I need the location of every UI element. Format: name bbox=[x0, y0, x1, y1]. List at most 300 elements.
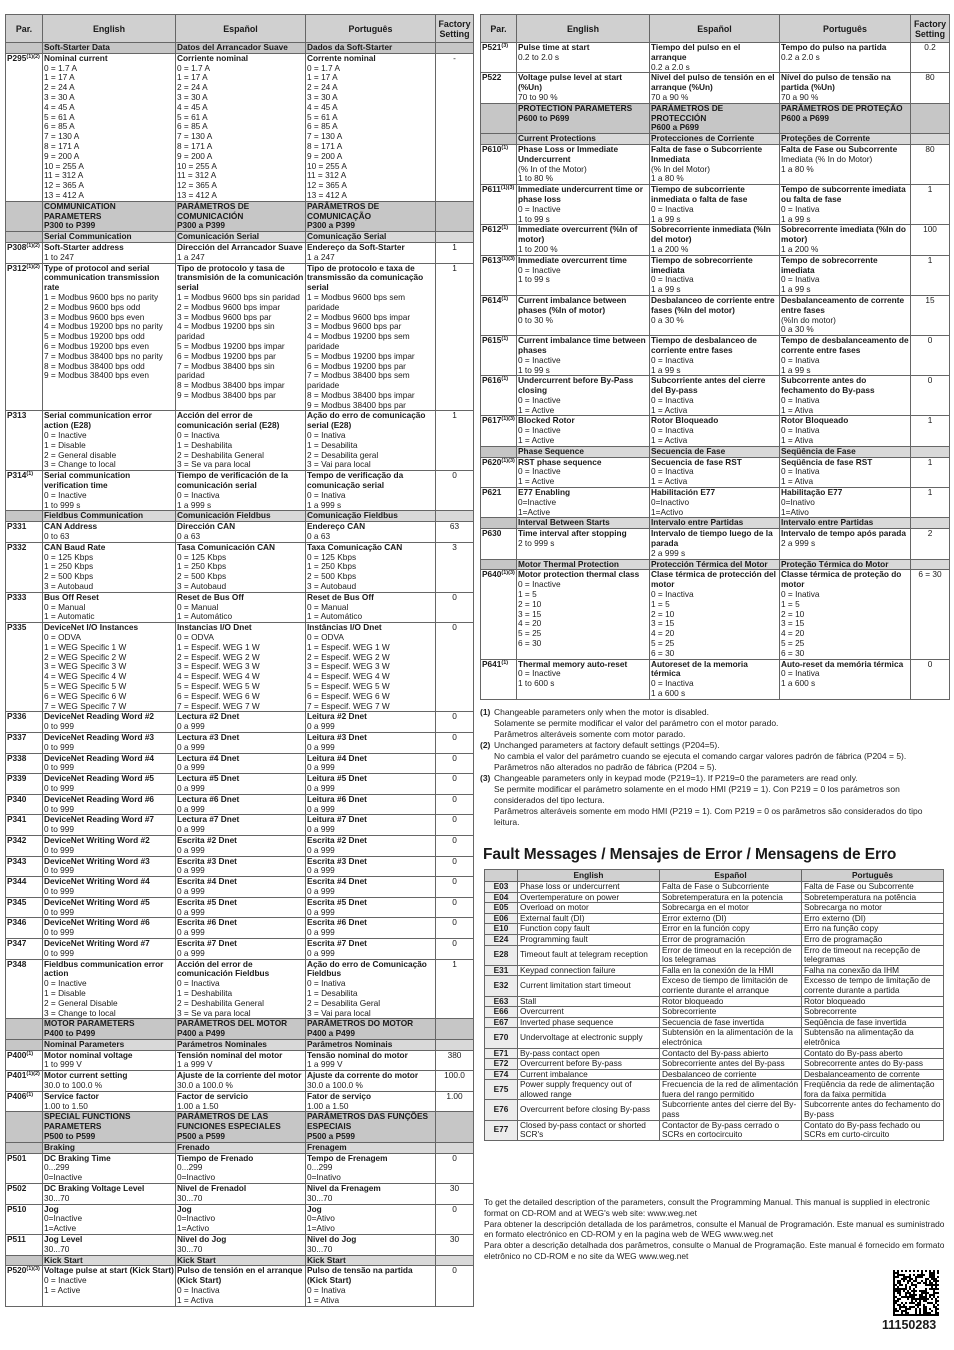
param-option: 1 a 999 V bbox=[307, 1059, 343, 1070]
param-option: 1 = Ativa bbox=[781, 404, 814, 415]
param-name: DeviceNet Writing Word #2 bbox=[44, 834, 150, 845]
param-row-p338 bbox=[6, 753, 474, 774]
fault-code: E31 bbox=[485, 965, 518, 976]
factory-setting: 0 bbox=[436, 774, 474, 795]
param-code-text: P312 bbox=[7, 262, 27, 273]
param-desc-en bbox=[43, 918, 176, 939]
section-label-es: Frenado bbox=[176, 1142, 306, 1153]
param-row-p502 bbox=[6, 1184, 474, 1205]
fault-desc-en: Timeout fault at telegram reception bbox=[518, 945, 660, 965]
param-option: 0 = Inativa bbox=[307, 1285, 346, 1296]
param-option: 3 = 30 A bbox=[177, 91, 208, 102]
param-code bbox=[481, 73, 517, 103]
fault-desc-pt: Excesso de tempo de limitação de corrente durante a partida bbox=[802, 976, 944, 996]
param-option: 8 = Modbus 38400 bps impar bbox=[177, 380, 285, 391]
param-option: 13 = 412 A bbox=[44, 189, 84, 200]
param-option: 7 = Modbus 38400 bps no parity bbox=[44, 350, 163, 361]
param-name: Jog bbox=[44, 1203, 59, 1214]
param-option: 0=Inativo bbox=[307, 1172, 341, 1183]
param-desc-pt bbox=[780, 488, 911, 518]
param-option: 0 to 63 bbox=[44, 531, 70, 542]
param-desc-es bbox=[176, 471, 306, 511]
param-name: DC Braking Voltage Level bbox=[44, 1183, 145, 1194]
param-desc-en bbox=[517, 73, 650, 103]
subsection-row bbox=[481, 134, 950, 145]
param-option: 0 to 999 bbox=[44, 762, 74, 773]
param-option: 0 = Inactiva bbox=[177, 1285, 220, 1296]
param-option: 3 = Modbus 9600 bps par bbox=[177, 311, 272, 322]
fault-desc-en: Overtemperature on power bbox=[518, 892, 660, 903]
param-desc-es bbox=[650, 488, 780, 518]
param-name: Acción del error de comunicación serial (E28) bbox=[177, 410, 280, 431]
param-option: 7 = WEG Specific 7 W bbox=[44, 700, 127, 711]
fault-header-pt: Português bbox=[802, 870, 944, 882]
param-code bbox=[481, 225, 517, 255]
param-desc-pt bbox=[306, 753, 436, 774]
fault-code: E63 bbox=[485, 996, 518, 1007]
param-desc-en bbox=[43, 623, 176, 712]
param-code-text: P617 bbox=[482, 415, 502, 426]
param-option: 2 = Modbus 9600 bps odd bbox=[44, 301, 141, 312]
param-desc-pt bbox=[780, 570, 911, 659]
header-espanol: Español bbox=[650, 15, 780, 43]
param-option: 1 a 600 s bbox=[651, 688, 686, 698]
param-option: 4 = WEG Specific 4 W bbox=[44, 671, 127, 682]
param-option: 0 = Inactive bbox=[44, 430, 87, 441]
param-option: 3 = Se va para local bbox=[177, 459, 251, 470]
fault-desc-pt: Subcorrente antes do fechamento do By-pass bbox=[802, 1100, 944, 1120]
parameter-table-right bbox=[480, 14, 950, 700]
param-name: Habilitação E77 bbox=[781, 487, 843, 498]
param-desc-en bbox=[43, 1204, 176, 1234]
param-option: 0 = ODVA bbox=[307, 632, 344, 643]
param-desc-pt bbox=[306, 411, 436, 471]
param-name: Desbalanceo de corriente entre fases (%In del motor) bbox=[651, 294, 775, 315]
fault-desc-en: Power supply frequency out of allowed range bbox=[518, 1080, 660, 1100]
param-code bbox=[6, 242, 43, 263]
param-desc-en bbox=[517, 295, 650, 335]
fault-desc-en: Closed by-pass contact or shorted SCR's bbox=[518, 1120, 660, 1140]
param-desc-pt bbox=[306, 471, 436, 511]
param-name: Rotor Bloqueado bbox=[781, 415, 849, 426]
param-option: 0 a 999 bbox=[307, 741, 335, 752]
header-par: Par. bbox=[6, 15, 43, 43]
fault-desc-pt: Sobrecorrente antes do By-pass bbox=[802, 1059, 944, 1070]
param-code bbox=[6, 263, 43, 411]
fault-desc-es: Error en la función copy bbox=[660, 924, 802, 935]
fault-table bbox=[484, 869, 944, 1141]
param-name: Secuencia de fase RST bbox=[651, 456, 742, 467]
param-option: 5 = 61 A bbox=[44, 111, 75, 122]
param-name: Immediate overcurrent (%In of motor) bbox=[518, 224, 638, 245]
param-code-text: P348 bbox=[7, 958, 27, 969]
param-code-text: P313 bbox=[7, 410, 27, 421]
param-option: 0 = 125 Kbps bbox=[44, 551, 94, 562]
param-option: 6 = WEG Specific 6 W bbox=[44, 690, 127, 701]
param-option: 0 a 999 bbox=[307, 906, 335, 917]
fault-desc-en: Overcurrent bbox=[518, 1007, 660, 1018]
fault-desc-pt: Subtensão na alimentação da eletrônica bbox=[802, 1028, 944, 1048]
param-desc-es bbox=[176, 592, 306, 622]
param-code bbox=[6, 918, 43, 939]
fault-row-e32 bbox=[485, 976, 944, 996]
param-footnote-ref: (1)(3) bbox=[501, 570, 515, 577]
param-option: 0 to 999 bbox=[44, 721, 74, 732]
param-option: 1 = 250 Kbps bbox=[44, 561, 94, 572]
param-row-p348 bbox=[6, 959, 474, 1019]
param-option: 1 = Active bbox=[44, 1285, 81, 1296]
param-name: Tiempo de Frenado bbox=[177, 1152, 254, 1163]
fault-desc-es: Frecuencia de la red de alimentación fuera del rango permitido bbox=[660, 1080, 802, 1100]
param-option: 1 = Especif. WEG 1 W bbox=[177, 641, 260, 652]
param-option: 7 = 130 A bbox=[44, 131, 80, 142]
param-option: 0=Inactive bbox=[518, 496, 557, 507]
param-desc-es bbox=[176, 815, 306, 836]
param-code bbox=[481, 255, 517, 295]
param-desc-es bbox=[176, 794, 306, 815]
param-option: 12 = 365 A bbox=[307, 180, 347, 191]
param-option: 3 = Vai para local bbox=[307, 1007, 371, 1018]
param-desc-en bbox=[517, 43, 650, 73]
param-option: 3 = Vai para local bbox=[307, 459, 371, 470]
param-option: 30...70 bbox=[44, 1192, 70, 1203]
section-blank bbox=[436, 1112, 474, 1142]
param-row-p621 bbox=[481, 488, 950, 518]
param-option: 0 = Inactive bbox=[44, 489, 87, 500]
factory-setting: 0 bbox=[436, 1266, 474, 1306]
param-desc-en bbox=[43, 411, 176, 471]
param-option: 2 = 24 A bbox=[177, 82, 208, 93]
param-option: 0 = Inactive bbox=[518, 264, 561, 275]
param-name: Lectura #3 Dnet bbox=[177, 731, 240, 742]
param-name: Escrita #2 Dnet bbox=[307, 834, 367, 845]
param-option: 7 = 130 A bbox=[307, 131, 343, 142]
param-option: 2 = Deshabilita General bbox=[177, 997, 264, 1008]
param-option: 1 = Automatic bbox=[44, 611, 95, 622]
param-name: Escrita #6 Dnet bbox=[177, 917, 237, 928]
param-option: 2 a 999 s bbox=[651, 547, 686, 558]
param-code bbox=[6, 938, 43, 959]
param-code-text: P337 bbox=[7, 731, 27, 742]
param-desc-pt bbox=[306, 815, 436, 836]
param-desc-en bbox=[43, 1071, 176, 1092]
param-option: 0 to 999 bbox=[44, 947, 74, 958]
param-name: Type of protocol and serial communication transmission rate bbox=[44, 262, 160, 293]
param-option: 7 = Especif. WEG 7 W bbox=[177, 700, 260, 711]
param-option: 9 = Modbus 38400 bps par bbox=[177, 389, 276, 400]
param-option: 0 = Inactiva bbox=[651, 678, 694, 689]
param-option: 4 = Modbus 19200 bps sin paridad bbox=[177, 321, 275, 342]
param-option: 6 = Especif. WEG 6 W bbox=[307, 690, 390, 701]
param-row-p342 bbox=[6, 835, 474, 856]
param-desc-es bbox=[650, 225, 780, 255]
fault-desc-pt: Erro na função copy bbox=[802, 924, 944, 935]
param-footnote-ref: (1)(3) bbox=[26, 1266, 40, 1273]
param-option: 4 = 45 A bbox=[44, 101, 75, 112]
param-option: 3 = Autobaud bbox=[307, 581, 357, 592]
param-desc-en bbox=[43, 732, 176, 753]
param-desc-es bbox=[176, 753, 306, 774]
fault-desc-pt: Contato do By-pass fechado ou SCRs em curto-circuito bbox=[802, 1120, 944, 1140]
param-option: 2 = Modbus 9600 bps impar bbox=[307, 311, 411, 322]
param-option: 10 = 255 A bbox=[44, 160, 84, 171]
fault-desc-en: Current imbalance bbox=[518, 1069, 660, 1080]
param-option: 0 = Inactiva bbox=[651, 589, 694, 600]
fault-row-e75 bbox=[485, 1080, 944, 1100]
fault-code: E03 bbox=[485, 882, 518, 893]
param-desc-es bbox=[176, 1235, 306, 1256]
param-option: (% In of the Motor) bbox=[518, 163, 587, 174]
param-desc-pt bbox=[306, 835, 436, 856]
footnote-number: (2) bbox=[480, 740, 491, 750]
param-option: 0 a 999 bbox=[307, 844, 335, 855]
param-option: 0 = Inactive bbox=[518, 354, 561, 365]
param-option: 0 a 30 % bbox=[781, 324, 814, 335]
param-row-p630 bbox=[481, 529, 950, 559]
param-desc-es bbox=[650, 376, 780, 416]
param-footnote-ref: (1) bbox=[26, 471, 34, 478]
factory-setting: 0 bbox=[436, 938, 474, 959]
param-code bbox=[6, 753, 43, 774]
param-name: Immediate overcurrent time bbox=[518, 254, 627, 265]
param-desc-en bbox=[43, 542, 176, 592]
section-label-pt: PARÂMETROS DO MOTOR P400 a P499 bbox=[306, 1019, 436, 1040]
param-option: 1 a 600 s bbox=[781, 678, 816, 689]
param-desc-es bbox=[176, 1071, 306, 1092]
param-name: Tipo de protocolo y tasa de transmisión de la comunicación serial bbox=[177, 262, 304, 293]
param-desc-es bbox=[176, 1091, 306, 1112]
param-code-text: P501 bbox=[7, 1152, 27, 1163]
param-desc-es bbox=[176, 774, 306, 795]
param-name: Lectura #5 Dnet bbox=[177, 773, 240, 784]
fault-row-e28 bbox=[485, 945, 944, 965]
param-name: Tempo de subcorrente imediata ou falta de fase bbox=[781, 184, 906, 204]
param-option: 9 = 200 A bbox=[177, 150, 213, 161]
factory-setting: 6 = 30 bbox=[911, 570, 950, 659]
param-option: 0 to 30 % bbox=[518, 314, 554, 325]
param-option: 0 = Manual bbox=[44, 601, 86, 612]
section-label-en: Interval Between Starts bbox=[517, 518, 650, 529]
param-row-p520 bbox=[6, 1266, 474, 1306]
param-option: 10 = 255 A bbox=[177, 160, 217, 171]
param-option: 0 = Inactive bbox=[518, 203, 561, 214]
fault-desc-en: Current limitation start timeout bbox=[518, 976, 660, 996]
param-name: Jog Level bbox=[44, 1234, 83, 1245]
param-code bbox=[6, 53, 43, 201]
factory-setting: 0 bbox=[436, 815, 474, 836]
param-option: 1 = Modbus 9600 bps sem paridade bbox=[307, 291, 406, 312]
fault-desc-es: Error de programación bbox=[660, 934, 802, 945]
param-code bbox=[6, 835, 43, 856]
param-desc-en bbox=[43, 242, 176, 263]
param-name: Nivel do Jog bbox=[177, 1234, 227, 1245]
param-option: 5 = 25 bbox=[651, 638, 675, 649]
param-option: 3 = Change to local bbox=[44, 459, 116, 470]
param-code bbox=[6, 815, 43, 836]
section-label-en: COMMUNICATION PARAMETERS P300 to P399 bbox=[43, 201, 176, 231]
param-option: 1=Ativo bbox=[307, 1223, 335, 1234]
param-name: DeviceNet Writing Word #7 bbox=[44, 937, 150, 948]
param-option: 1 a 99 s bbox=[651, 213, 681, 224]
param-code-text: P335 bbox=[7, 622, 27, 633]
param-option: 0 to 999 bbox=[44, 824, 74, 835]
param-option: 1 a 999 s bbox=[177, 499, 212, 510]
param-option: 0 = Inactiva bbox=[651, 425, 694, 436]
param-option: 0 a 999 bbox=[177, 762, 205, 773]
param-option: 0 a 30 % bbox=[651, 314, 684, 325]
param-option: 9 = 200 A bbox=[44, 150, 80, 161]
param-option: 2 = 500 Kbps bbox=[177, 571, 227, 582]
fault-desc-pt: Falha na conexão da IHM bbox=[802, 965, 944, 976]
param-name: Motor current setting bbox=[44, 1070, 128, 1081]
param-option: 1 a 247 bbox=[307, 251, 335, 262]
fault-header-es: Español bbox=[660, 870, 802, 882]
subsection-row bbox=[481, 518, 950, 529]
param-name: Acción del error de comunicación Fieldbus bbox=[177, 958, 270, 979]
section-label-en: MOTOR PARAMETERS P400 to P499 bbox=[43, 1019, 176, 1040]
param-desc-pt bbox=[306, 263, 436, 411]
param-option: 6 = 30 bbox=[518, 638, 542, 649]
header-english: English bbox=[517, 15, 650, 43]
param-option: 5 = Modbus 19200 bps odd bbox=[44, 331, 145, 342]
fault-desc-pt: Rotor bloqueado bbox=[802, 996, 944, 1007]
section-blank bbox=[911, 518, 950, 529]
section-label-en: Motor Thermal Protection bbox=[517, 559, 650, 570]
param-name: Tiempo de subcorriente inmediata o falta de fase bbox=[651, 184, 748, 204]
param-desc-es bbox=[650, 73, 780, 103]
param-name: Auto-reset da memória térmica bbox=[781, 658, 904, 669]
param-desc-pt bbox=[306, 1184, 436, 1205]
fault-row-e06 bbox=[485, 913, 944, 924]
param-footnote-ref: (1) bbox=[501, 144, 509, 151]
param-desc-pt bbox=[306, 1235, 436, 1256]
param-option: 3 = WEG Specific 3 W bbox=[44, 661, 127, 672]
fault-row-e72 bbox=[485, 1059, 944, 1070]
factory-setting: 0 bbox=[436, 1204, 474, 1234]
fault-desc-pt: Sobrecarga no motor bbox=[802, 903, 944, 914]
param-option: 0 = Inactiva bbox=[651, 203, 694, 214]
param-name: RST phase sequence bbox=[518, 456, 602, 467]
param-row-p312 bbox=[6, 263, 474, 411]
footnote-body bbox=[494, 773, 948, 828]
param-desc-en bbox=[517, 144, 650, 184]
param-desc-en bbox=[517, 336, 650, 376]
param-name: Tensión nominal del motor bbox=[177, 1049, 283, 1060]
param-footnote-ref: (1) bbox=[26, 1091, 34, 1098]
param-option: 12 = 365 A bbox=[44, 180, 84, 191]
section-blank bbox=[436, 1039, 474, 1050]
section-blank bbox=[481, 446, 517, 457]
param-desc-en bbox=[43, 959, 176, 1019]
param-option: 5 = Modbus 19200 bps impar bbox=[177, 340, 285, 351]
param-code-text: P612 bbox=[482, 224, 502, 235]
section-row bbox=[6, 43, 474, 54]
param-option: 1 to 999 V bbox=[44, 1059, 82, 1070]
param-option: 0 = Inativa bbox=[781, 203, 820, 214]
param-option: 0 = Inativa bbox=[781, 589, 820, 600]
param-desc-pt bbox=[780, 416, 911, 446]
param-name: Intervalo de tempo após parada bbox=[781, 528, 906, 539]
param-option: 1 = Active bbox=[518, 435, 555, 446]
param-option: 30...70 bbox=[177, 1192, 203, 1203]
param-option: 1 = Especif. WEG 1 W bbox=[307, 641, 390, 652]
param-option: 1=Activo bbox=[177, 1223, 210, 1234]
factory-setting: 0 bbox=[436, 794, 474, 815]
footnote-line: Solamente se permite modificar el valor del parámetro con el motor parado. bbox=[494, 718, 779, 728]
param-option: 1 a 80 % bbox=[651, 173, 684, 184]
factory-setting: 1 bbox=[911, 185, 950, 225]
factory-setting: 80 bbox=[911, 73, 950, 103]
param-name: Dirección del Arrancador Suave bbox=[177, 241, 303, 252]
factory-setting: 100.0 bbox=[436, 1071, 474, 1092]
fault-code: E74 bbox=[485, 1069, 518, 1080]
section-blank bbox=[436, 1142, 474, 1153]
param-row-p308 bbox=[6, 242, 474, 263]
param-row-p511 bbox=[6, 1235, 474, 1256]
param-desc-pt bbox=[780, 457, 911, 487]
param-option: 1 to 99 s bbox=[518, 364, 550, 375]
param-option: 0=Inactivo bbox=[651, 496, 690, 507]
param-desc-pt bbox=[306, 877, 436, 898]
subsection-row bbox=[481, 446, 950, 457]
fault-desc-es: Error de timeout en la recepción de los telegramas bbox=[660, 945, 802, 965]
param-desc-es bbox=[176, 835, 306, 856]
param-desc-pt bbox=[780, 295, 911, 335]
param-name: Soft-Starter address bbox=[44, 241, 124, 252]
param-option: 0.2 to 2.0 s bbox=[518, 51, 560, 62]
param-name: Leitura #2 Dnet bbox=[307, 711, 367, 722]
param-code-text: P621 bbox=[482, 487, 502, 498]
param-code-text: P620 bbox=[482, 456, 502, 467]
param-row-p341 bbox=[6, 815, 474, 836]
param-option: 1 a 999 s bbox=[307, 499, 342, 510]
param-option: 1=Active bbox=[44, 1223, 77, 1234]
param-option: 7 = Especif. WEG 7 W bbox=[307, 700, 390, 711]
section-label-pt: Dados da Soft-Starter bbox=[306, 43, 436, 54]
param-row-p336 bbox=[6, 712, 474, 733]
section-label-en: PROTECTION PARAMETERS P600 to P699 bbox=[517, 103, 650, 133]
fault-code: E32 bbox=[485, 976, 518, 996]
factory-setting: 0.2 bbox=[911, 43, 950, 73]
param-footnote-ref: (1) bbox=[501, 659, 509, 666]
factory-setting: 1 bbox=[436, 959, 474, 1019]
section-label-pt: Parâmetros Nominais bbox=[306, 1039, 436, 1050]
param-option: 0 = Inactiva bbox=[651, 466, 694, 477]
param-desc-en bbox=[517, 255, 650, 295]
param-option: 0 = Inactive bbox=[518, 668, 561, 679]
param-desc-es bbox=[176, 918, 306, 939]
param-name: CAN Address bbox=[44, 521, 98, 532]
param-option: 0 a 999 bbox=[177, 906, 205, 917]
param-option: 1 a 999 V bbox=[177, 1059, 213, 1070]
param-name: Nivel do Jog bbox=[307, 1234, 357, 1245]
footnote-body bbox=[494, 740, 906, 773]
param-name: Tiempo de verificación de la comunicación serial bbox=[177, 470, 288, 491]
factory-setting: 0 bbox=[436, 753, 474, 774]
param-option: 4 = Especif. WEG 4 W bbox=[307, 671, 390, 682]
param-name: Blocked Rotor bbox=[518, 415, 575, 426]
fault-desc-en: Undervoltage at electronic supply bbox=[518, 1028, 660, 1048]
param-name: Escrita #2 Dnet bbox=[177, 834, 237, 845]
factory-setting: 0 bbox=[436, 856, 474, 877]
param-option: 0 = Inactive bbox=[44, 978, 87, 989]
param-option: 0 = Inactiva bbox=[651, 354, 694, 365]
param-code-text: P522 bbox=[482, 72, 502, 83]
footnote-1 bbox=[480, 707, 948, 740]
param-option: 0 a 999 bbox=[307, 865, 335, 876]
param-name: Ajuste de la corriente del motor bbox=[177, 1070, 302, 1081]
param-option: 0=Inactive bbox=[44, 1172, 83, 1183]
